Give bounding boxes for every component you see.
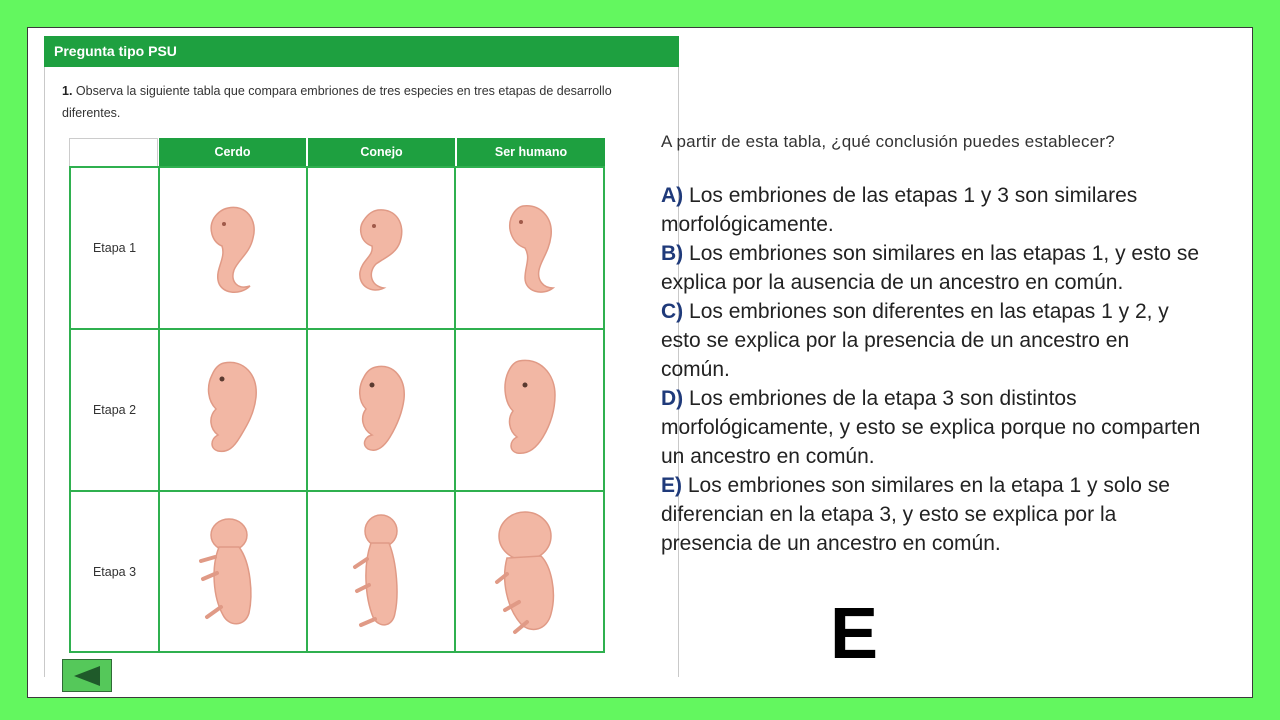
embryo-humano-etapa-2 <box>454 328 605 492</box>
embryo-stage3-icon <box>193 507 273 637</box>
question-number: 1. <box>62 84 73 98</box>
table-corner <box>69 138 158 167</box>
panel-border-left <box>44 67 45 677</box>
option-a[interactable] <box>661 181 1201 239</box>
option-text: Los embriones de las etapas 1 y 3 son similares morfológicamente. <box>661 184 1138 236</box>
question-prompt <box>62 80 642 124</box>
option-letter: A) <box>661 184 684 207</box>
embryo-table <box>69 138 605 653</box>
embryo-stage3-icon <box>341 507 421 637</box>
column-header-conejo: Conejo <box>308 138 455 167</box>
option-letter: B) <box>661 242 684 265</box>
row-label-etapa-1: Etapa 1 <box>69 166 160 330</box>
option-letter: D) <box>661 387 684 410</box>
option-letter: C) <box>661 300 684 323</box>
embryo-cerdo-etapa-2 <box>158 328 308 492</box>
embryo-humano-etapa-1 <box>454 166 605 330</box>
embryo-stage1-icon <box>346 198 416 298</box>
embryo-conejo-etapa-3 <box>306 490 456 653</box>
embryo-cerdo-etapa-3 <box>158 490 308 653</box>
option-letter: E) <box>661 474 682 497</box>
question-intro: A partir de esta tabla, ¿qué conclusión puedes establecer? <box>661 132 1115 151</box>
row-label-etapa-2: Etapa 2 <box>69 328 160 492</box>
embryo-cerdo-etapa-1 <box>158 166 308 330</box>
question-prompt-text: Observa la siguiente tabla que compara embriones de tres especies en tres etapas de desarrollo diferentes. <box>62 84 612 120</box>
triangle-left-icon <box>70 664 104 688</box>
embryo-conejo-etapa-2 <box>306 328 456 492</box>
back-button[interactable] <box>62 659 112 692</box>
option-b[interactable] <box>661 239 1201 297</box>
correct-answer: E <box>830 594 879 674</box>
option-c[interactable] <box>661 297 1201 384</box>
embryo-humano-etapa-3 <box>454 490 605 653</box>
option-text: Los embriones son similares en la etapa 1 y solo se diferencian en la etapa 3, y esto se explica por la presencia de un ancestro en común. <box>661 474 1170 555</box>
embryo-stage3-icon <box>485 504 575 639</box>
embryo-stage2-icon <box>495 355 565 465</box>
embryo-stage1-icon <box>495 198 565 298</box>
embryo-conejo-etapa-1 <box>306 166 456 330</box>
option-e[interactable] <box>661 471 1201 558</box>
column-header-cerdo: Cerdo <box>159 138 306 167</box>
column-header-ser-humano: Ser humano <box>457 138 605 167</box>
option-d[interactable] <box>661 384 1201 471</box>
embryo-stage2-icon <box>346 355 416 465</box>
option-text: Los embriones son diferentes en las etapas 1 y 2, y esto se explica por la presencia de un ancestro en común. <box>661 300 1169 381</box>
answer-options <box>661 181 1201 558</box>
embryo-stage1-icon <box>198 198 268 298</box>
embryo-stage2-icon <box>198 355 268 465</box>
option-text: Los embriones son similares en las etapas 1, y esto se explica por la ausencia de un ancestro en común. <box>661 242 1200 294</box>
question-header: Pregunta tipo PSU <box>44 36 679 67</box>
row-label-etapa-3: Etapa 3 <box>69 490 160 653</box>
option-text: Los embriones de la etapa 3 son distintos morfológicamente, y esto se explica porque no comparten un ancestro en común. <box>661 387 1201 468</box>
